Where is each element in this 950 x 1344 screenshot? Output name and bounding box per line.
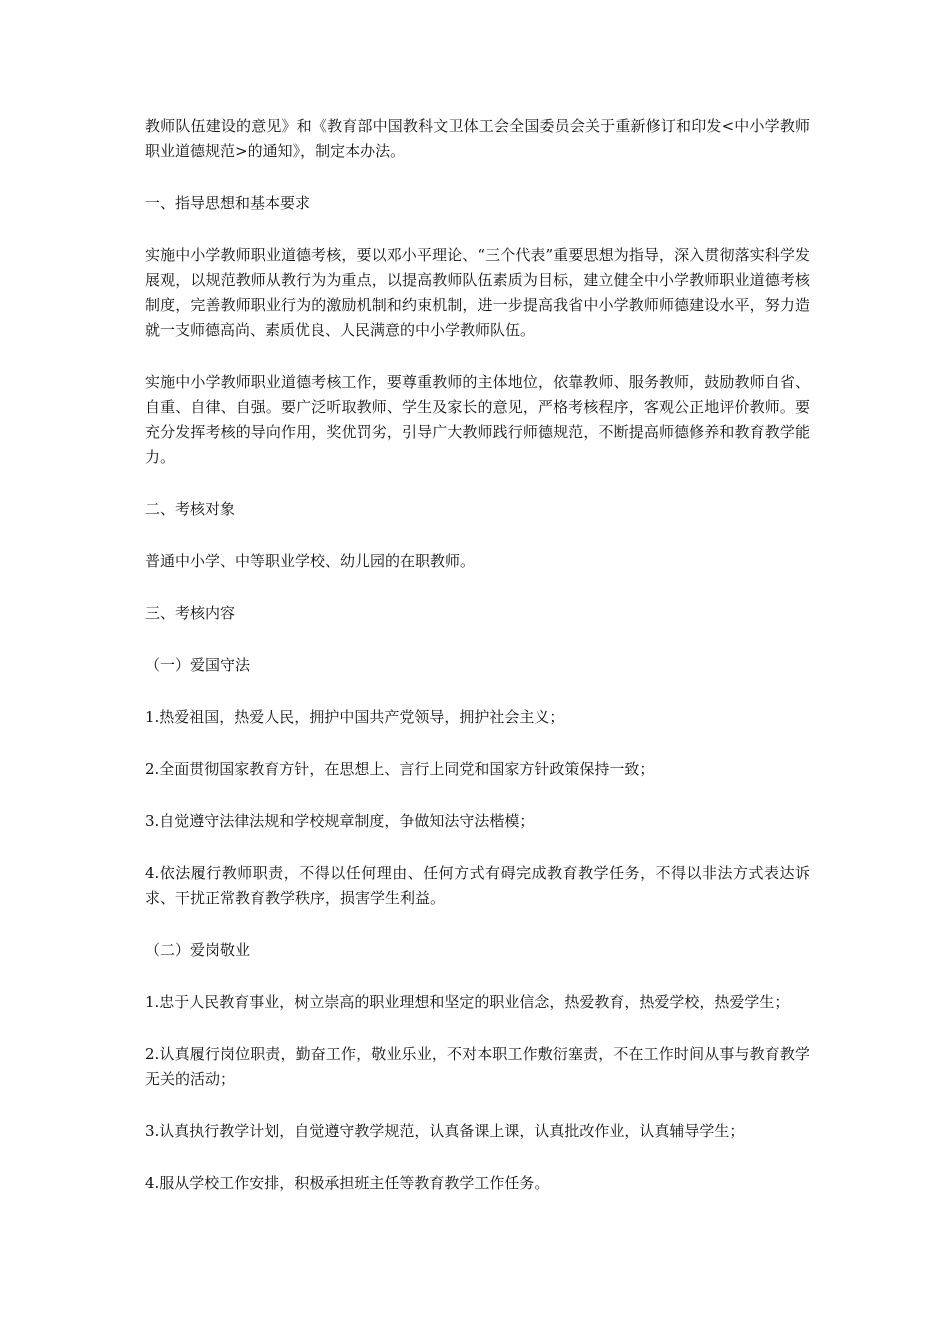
list-item: 1.忠于人民教育事业，树立崇高的职业理想和坚定的职业信念，热爱教育，热爱学校，热爱学生； [145,993,790,1011]
section-heading-1: 一、指导思想和基本要求 [145,194,311,212]
list-item: 1.热爱祖国，热爱人民，拥护中国共产党领导，拥护社会主义； [145,708,565,726]
list-item: 3.自觉遵守法律法规和学校规章制度，争做知法守法楷模； [145,812,535,830]
subsection-heading-1: （一）爱国守法 [145,656,251,674]
section-heading-3: 三、考核内容 [145,604,236,622]
intro-paragraph: 教师队伍建设的意见》和《教育部中国教科文卫体工会全国委员会关于重新修订和印发<中小学教师职业道德规范>的通知》，制定本办法。 [145,117,810,160]
section-heading-2: 二、考核对象 [145,500,236,518]
document-page [145,114,810,1223]
body-paragraph: 实施中小学教师职业道德考核，要以邓小平理论、“三个代表”重要思想为指导，深入贯彻落实科学发展观，以规范教师从教行为为重点，以提高教师队伍素质为目标，建立健全中小学教师职业道德考核制度，完善教师职业行为的激励机制和约束机制，进一步提高我省中小学教师师德建设水平，努力造就一支师德高尚、素质优良、人民满意的中小学教师队伍。 [145,246,810,339]
subsection-heading-2: （二）爱岗敬业 [145,941,251,959]
list-item: 4.依法履行教师职责，不得以任何理由、任何方式有碍完成教育教学任务，不得以非法方式表达诉求、干扰正常教育教学秩序，损害学生利益。 [145,864,810,907]
list-item: 2.全面贯彻国家教育方针，在思想上、言行上同党和国家方针政策保持一致； [145,760,655,778]
body-paragraph: 实施中小学教师职业道德考核工作，要尊重教师的主体地位，依靠教师、服务教师，鼓励教师自省、自重、自律、自强。要广泛听取教师、学生及家长的意见，严格考核程序，客观公正地评价教师。要充分发挥考核的导向作用，奖优罚劣，引导广大教师践行师德规范，不断提高师德修养和教育教学能力。 [145,373,810,466]
list-item: 3.认真执行教学计划，自觉遵守教学规范，认真备课上课，认真批改作业，认真辅导学生； [145,1122,745,1140]
body-paragraph: 普通中小学、中等职业学校、幼儿园的在职教师。 [145,552,476,570]
list-item: 2.认真履行岗位职责，勤奋工作，敬业乐业，不对本职工作敷衍塞责，不在工作时间从事与教育教学无关的活动； [145,1045,810,1088]
list-item: 4.服从学校工作安排，积极承担班主任等教育教学工作任务。 [145,1174,550,1192]
